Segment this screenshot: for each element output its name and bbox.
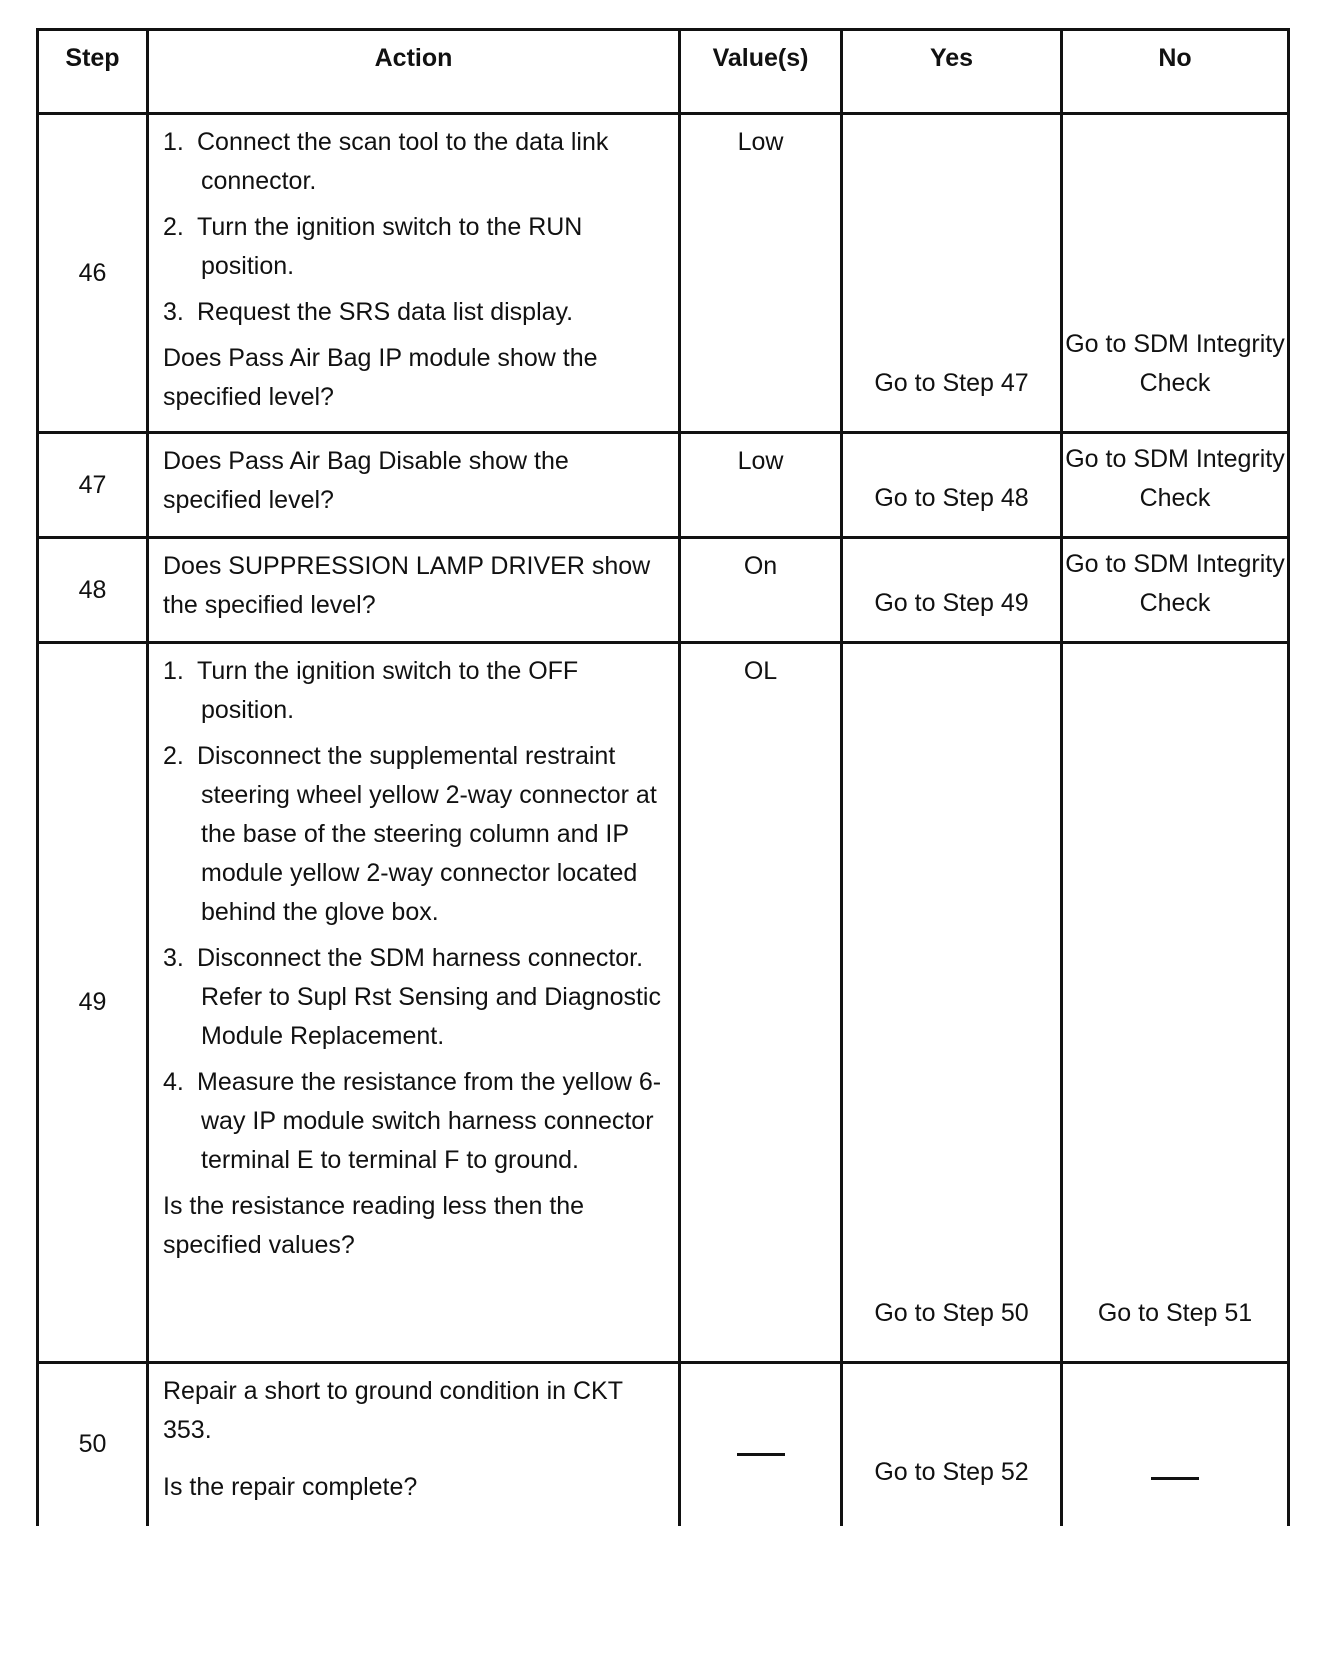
step-number: 48: [38, 538, 148, 643]
value-cell: Low: [680, 114, 842, 433]
table-row: [38, 538, 1289, 643]
action-cell: [148, 1363, 680, 1526]
question: Does Pass Air Bag IP module show the specified level?: [163, 344, 598, 411]
diagnostic-table: [36, 28, 1290, 1526]
value-cell: OL: [680, 643, 842, 1363]
question: Is the repair complete?: [163, 1473, 418, 1501]
no-cell: Go to SDM Integrity Check: [1062, 433, 1289, 538]
instruction: 2. Turn the ignition switch to the RUN position.: [163, 213, 583, 280]
action-cell: [148, 114, 680, 433]
instruction: 1. Turn the ignition switch to the OFF position.: [163, 657, 579, 724]
step-number: 49: [38, 643, 148, 1363]
yes-cell: Go to Step 47: [842, 114, 1062, 433]
instruction: 4. Measure the resistance from the yellow 6-way IP module switch harness connector terminal E to terminal F to ground.: [163, 1068, 662, 1174]
step-number: 47: [38, 433, 148, 538]
table-row: [38, 643, 1289, 1363]
value-cell: Low: [680, 433, 842, 538]
header-action: Action: [148, 30, 680, 114]
header-step: Step: [38, 30, 148, 114]
no-dash: [1151, 1477, 1199, 1480]
header-values: Value(s): [680, 30, 842, 114]
instruction: 1. Connect the scan tool to the data link connector.: [163, 128, 609, 195]
no-cell: Go to Step 51: [1062, 643, 1289, 1363]
header-row: [38, 30, 1289, 114]
value-cell: On: [680, 538, 842, 643]
no-cell: Go to SDM Integrity Check: [1062, 114, 1289, 433]
instruction: 2. Disconnect the supplemental restraint steering wheel yellow 2-way connector at the base of the steering column and IP module yellow 2-way connector located behind the glove box.: [163, 742, 657, 926]
question: Is the resistance reading less then the specified values?: [163, 1192, 585, 1259]
statement: Repair a short to ground condition in CKT 353.: [163, 1377, 623, 1444]
yes-cell: Go to Step 52: [842, 1363, 1062, 1526]
instruction: 3. Request the SRS data list display.: [163, 298, 574, 326]
action-cell: [148, 538, 680, 643]
value-dash: [737, 1453, 785, 1456]
table-row: [38, 1363, 1289, 1526]
value-cell: [680, 1363, 842, 1526]
yes-cell: Go to Step 49: [842, 538, 1062, 643]
header-no: No: [1062, 30, 1289, 114]
step-number: 50: [38, 1363, 148, 1526]
table-row: [38, 433, 1289, 538]
step-number: 46: [38, 114, 148, 433]
yes-cell: Go to Step 48: [842, 433, 1062, 538]
yes-cell: Go to Step 50: [842, 643, 1062, 1363]
question: Does SUPPRESSION LAMP DRIVER show the specified level?: [163, 552, 651, 619]
no-cell: [1062, 1363, 1289, 1526]
table-row: [38, 114, 1289, 433]
action-cell: [148, 433, 680, 538]
question: Does Pass Air Bag Disable show the specified level?: [163, 447, 569, 514]
no-cell: Go to SDM Integrity Check: [1062, 538, 1289, 643]
diagnostic-table-page: [36, 28, 1287, 1580]
action-cell: [148, 643, 680, 1363]
header-yes: Yes: [842, 30, 1062, 114]
instruction: 3. Disconnect the SDM harness connector. Refer to Supl Rst Sensing and Diagnostic Module Replacement.: [163, 944, 661, 1050]
